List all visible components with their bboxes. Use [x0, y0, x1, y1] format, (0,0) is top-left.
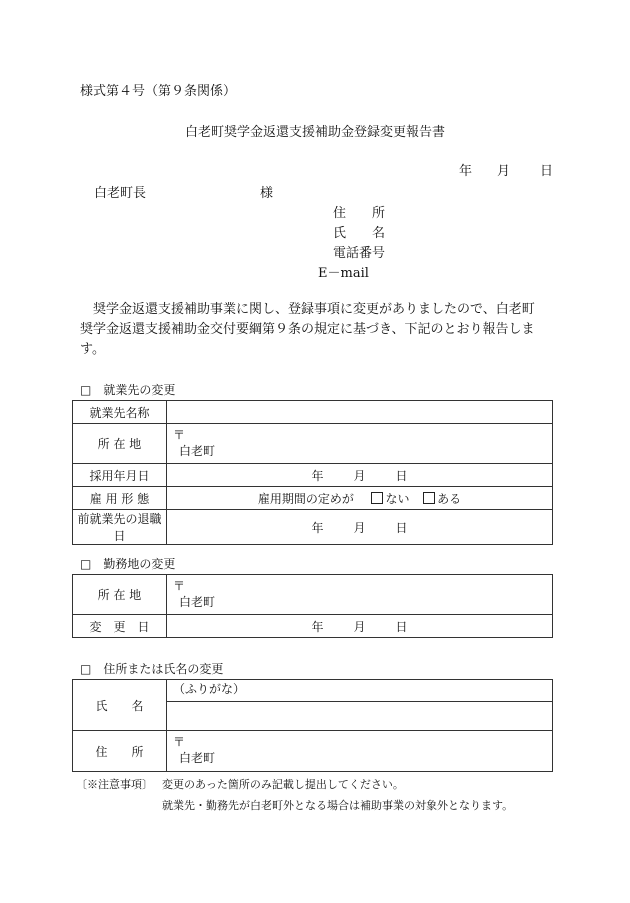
name-label: 氏 名 [73, 680, 167, 731]
notes-line-1: 変更のあった箇所のみ記載し提出してください。 [162, 778, 404, 791]
hire-date-field[interactable] [167, 464, 553, 487]
table-row [73, 615, 553, 638]
month-unit: 月 [353, 520, 366, 535]
date-month-unit: 月 [497, 164, 511, 179]
year-unit: 年 [311, 468, 324, 483]
page-title: 白老町奨学金返還支援補助金登録変更報告書 [184, 125, 445, 140]
day-unit: 日 [395, 619, 408, 634]
change-date-label: 変 更 日 [73, 615, 167, 638]
day-unit: 日 [395, 520, 408, 535]
hire-date-label: 採用年月日 [73, 464, 167, 487]
furigana-label: （ふりがな） [173, 682, 246, 696]
town-name: 白老町 [179, 594, 216, 609]
employer-location-label: 所 在 地 [73, 424, 167, 464]
table-row [73, 680, 553, 702]
body-text [80, 300, 535, 360]
table-row [73, 510, 553, 545]
applicant-address-label: 住 所 [333, 206, 386, 221]
section1-heading: □ 就業先の変更 [80, 383, 176, 397]
table-row [73, 401, 553, 424]
section2-heading: □ 勤務地の変更 [80, 557, 176, 571]
date-day-unit: 日 [540, 164, 554, 179]
zip-mark: 〒 [173, 735, 186, 749]
new-address-label: 住 所 [73, 731, 167, 772]
applicant-email-label: E－mail [318, 266, 369, 281]
town-name: 白老町 [179, 751, 216, 765]
year-unit: 年 [311, 619, 324, 634]
body-line-3: す。 [80, 342, 105, 357]
option-yes-checkbox[interactable] [423, 492, 435, 504]
option-no-checkbox[interactable] [371, 492, 383, 504]
table-row [73, 575, 553, 615]
change-date-field[interactable] [167, 615, 553, 638]
workplace-location-field[interactable] [167, 575, 553, 615]
town-name: 白老町 [179, 443, 216, 458]
table-row [73, 424, 553, 464]
table-row [73, 731, 553, 772]
form-number: 様式第４号（第９条関係） [80, 84, 237, 99]
day-unit: 日 [395, 468, 408, 483]
section3-heading: □ 住所または氏名の変更 [80, 662, 224, 676]
addressee-honorific: 様 [260, 186, 274, 201]
workplace-change-table [72, 574, 553, 638]
applicant-name-label: 氏 名 [333, 226, 386, 241]
body-line-1: 奨学金返還支援補助事業に関し、登録事項に変更がありましたので、白老町 [80, 302, 535, 317]
employment-type-label: 雇 用 形 態 [73, 487, 167, 510]
employer-change-table [72, 400, 553, 545]
notes-line-2: 就業先・勤務先が白老町外となる場合は補助事業の対象外となります。 [162, 799, 514, 812]
employer-location-field[interactable] [167, 424, 553, 464]
employer-name-field[interactable] [167, 401, 553, 424]
zip-mark: 〒 [173, 578, 186, 593]
employment-type-field [167, 487, 553, 510]
month-unit: 月 [353, 619, 366, 634]
address-name-change-table [72, 679, 553, 772]
option-no-label: ない [385, 491, 410, 506]
prev-retire-label: 前就業先の退職日 [73, 510, 167, 545]
employer-name-label: 就業先名称 [73, 401, 167, 424]
notes-label: 〔※注意事項〕 [76, 778, 153, 791]
body-line-2: 奨学金返還支援補助金交付要綱第９条の規定に基づき、下記のとおり報告しま [80, 322, 535, 337]
applicant-phone-label: 電話番号 [333, 246, 386, 261]
table-row [73, 487, 553, 510]
zip-mark: 〒 [173, 427, 186, 442]
furigana-field[interactable] [167, 680, 553, 702]
prev-retire-date-field[interactable] [167, 510, 553, 545]
new-address-field[interactable] [167, 731, 553, 772]
name-field[interactable] [167, 702, 553, 731]
employment-question: 雇用期間の定めが [257, 491, 354, 506]
table-row [73, 464, 553, 487]
workplace-location-label: 所 在 地 [73, 575, 167, 615]
date-year-unit: 年 [459, 164, 473, 179]
option-yes-label: ある [437, 491, 462, 506]
year-unit: 年 [311, 520, 324, 535]
addressee-name: 白老町長 [94, 186, 147, 201]
month-unit: 月 [353, 468, 366, 483]
